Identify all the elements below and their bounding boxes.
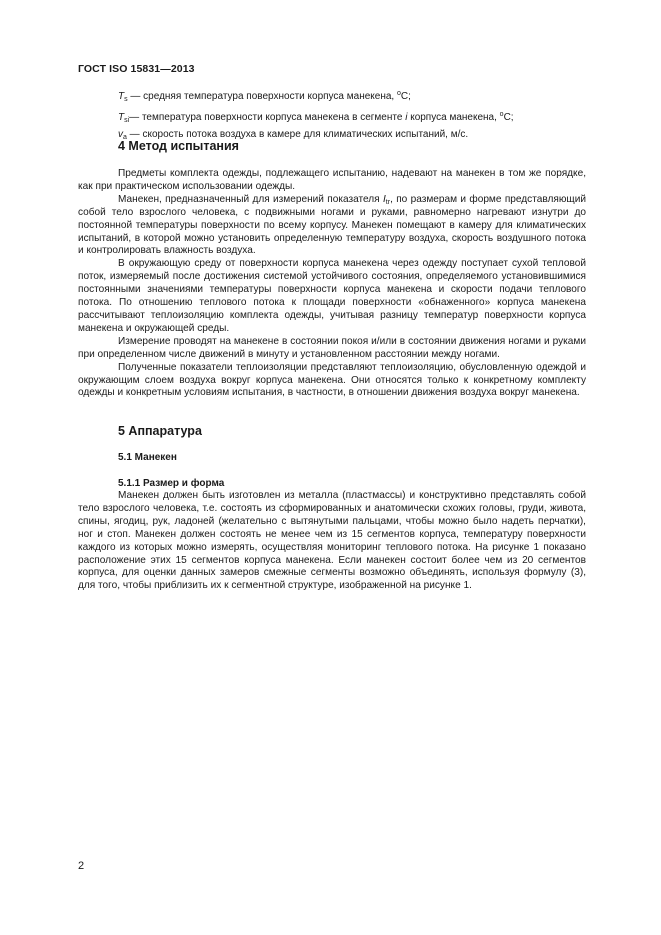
definition-va: $v_a$ — скорость потока воздуха в камере для климатических испытаний, м/с.	[118, 129, 469, 141]
paragraph: Полученные показатели теплоизоляции представляют теплоизоляцию, обусловленную одеждой и окружающим слоем воздуха вокруг корпуса манекена. Они относятся только к конкретному комплекту одежды и конкретным условиям испытания, в частности, в отношении движения воздуха вокруг манекена.	[78, 361, 586, 399]
section-4-body	[78, 168, 586, 400]
document-header: ГОСТ ISO 15831—2013	[78, 63, 195, 75]
section-5-heading: 5 Аппаратура	[118, 424, 202, 438]
paragraph: В окружающую среду от поверхности корпуса манекена через одежду поступает сухой тепловой поток, измеряемый после достижения системой устойчивого состояния, определяемого установившимися постоянными значениями температуры поверхности корпуса манекена и скорости подачи теплового потока. По отношению теплового потока к площади поверхности «обнаженного» корпуса манекена рассчитывают теплоизоляцию комплекта одежды, учитывая разницу температур поверхности корпуса манекена и окружающей среды.	[78, 258, 586, 334]
paragraph: Предметы комплекта одежды, подлежащего испытанию, надевают на манекен в том же порядке, как при практическом использовании одежды.	[78, 168, 586, 192]
subsection-5-1-heading: 5.1 Манекен	[118, 452, 177, 463]
paragraph: Манекен, предназначенный для измерений показателя $I_{tr}$, по размерам и форме представляющий собой тело взрослого человека, с подвижными ногами и руками, равномерно нагревают изнутри до постоянной температуры поверхности по всему корпусу. Манекен помещают в камеру для климатических испытаний, в которой можно установить определенную температуру воздуха, скорость воздушного потока и контролировать влажность воздуха.	[78, 193, 586, 257]
symbol-definitions	[118, 87, 514, 146]
page-number: 2	[78, 860, 85, 872]
definition-tsi: $T_{si}—$ температура поверхности корпуса манекена в сегменте i корпуса манекена, $^o$C;	[118, 110, 514, 124]
paragraph: Манекен должен быть изготовлен из металла (пластмассы) и конструктивно представлять собой тело взрослого человека, т.е. состоять из сформированных и анатомически схожих головы, груди, живота, спины, ягодиц, рук, ладоней (желательно с вытянутыми пальцами, чтобы можно было надеть перчатки), ног и стоп. Манекен должен состоять не менее чем из 15 сегментов корпуса, температуру поверхности каждого из которых можно измерять, осуществляя мониторинг теплового потока. На рисунке 1 показано расположение этих 15 сегментов корпуса манекена. Если манекен состоит более чем из 20 сегментов корпуса, для оценки данных замеров смежные сегменты возможно объединять, используя формулу (3), для того, чтобы приблизить их к сегментной структуре, изображенной на рисунке 1.	[78, 490, 586, 592]
subsection-5-1-1-heading: 5.1.1 Размер и форма	[118, 478, 225, 489]
section-4-heading: 4 Метод испытания	[118, 139, 239, 153]
section-5-body	[78, 490, 586, 593]
paragraph: Измерение проводят на манекене в состоянии покоя и/или в состоянии движения ногами и руками при определенном числе движений в минуту и установленном расстоянии между ногами.	[78, 335, 586, 360]
definition-ts: $T_s$ — средняя температура поверхности корпуса манекена, $^o$C;	[118, 90, 411, 103]
